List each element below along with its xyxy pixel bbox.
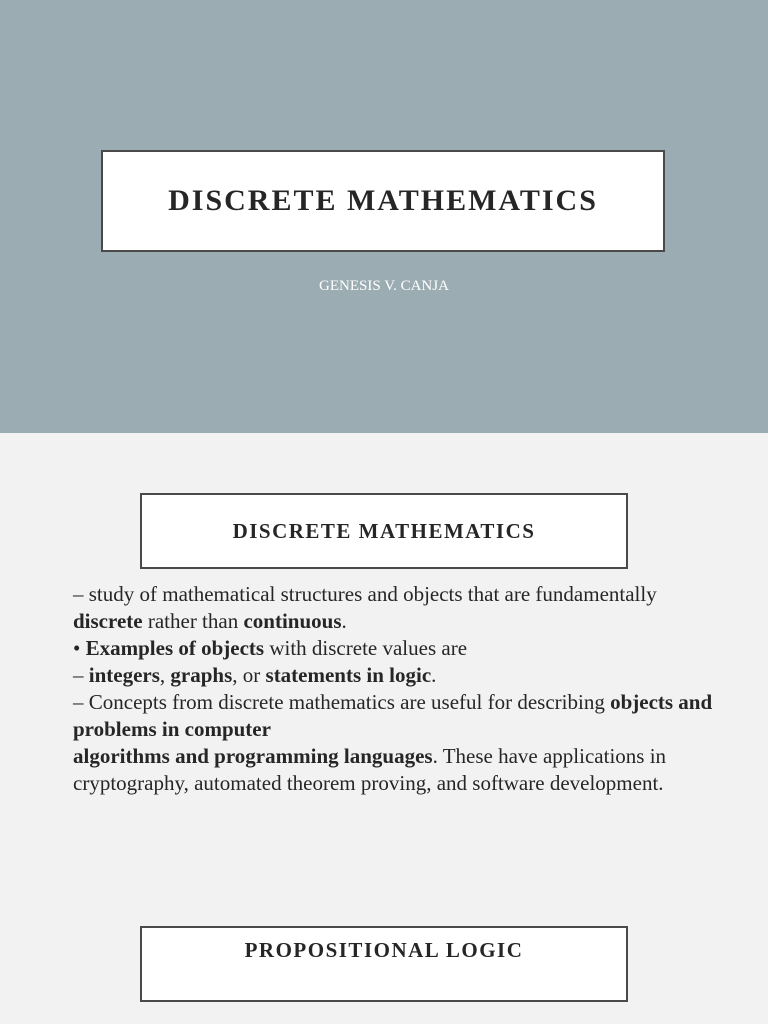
- section-title: DISCRETE MATHEMATICS: [232, 518, 536, 543]
- definition-line: discrete rather than continuous.: [73, 609, 347, 633]
- definition-text: [73, 581, 723, 797]
- next-section-title: PROPOSITIONAL LOGIC: [244, 938, 524, 962]
- concepts-line: – Concepts from discrete mathematics are useful for describing objects and problems in computer: [73, 690, 713, 741]
- title-slide: [0, 0, 768, 433]
- examples-line: • Examples of objects with discrete values are: [73, 636, 468, 660]
- next-section-title-box: [140, 926, 628, 1002]
- section-title-box: [140, 493, 628, 569]
- definition-line: – study of mathematical structures and objects that are fundamentally: [73, 582, 657, 606]
- slide-title: DISCRETE MATHEMATICS: [168, 184, 598, 217]
- applications-line: algorithms and programming languages. These have applications in cryptography, automated theorem proving, and software development.: [73, 744, 667, 795]
- title-box: [101, 150, 665, 252]
- examples-list: – integers, graphs, or statements in logic.: [73, 663, 437, 687]
- author-name: GENESIS V. CANJA: [319, 278, 449, 294]
